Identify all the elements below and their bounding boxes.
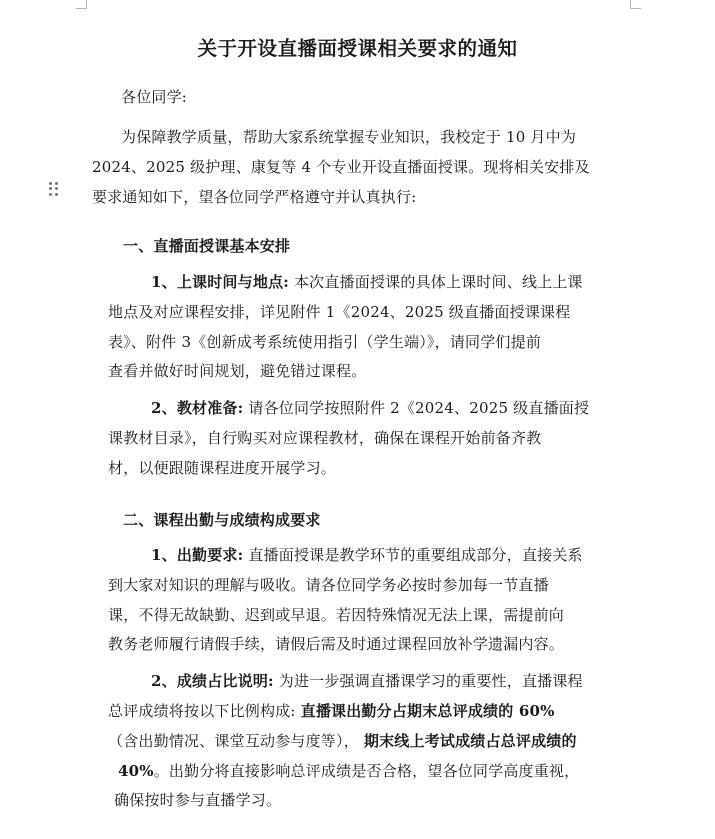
s2-item2-line-5: 确保按时参与直播学习。 xyxy=(114,791,282,809)
s1-item2-line-3: 材，以便跟随课程进度开展学习。 xyxy=(108,459,337,477)
crop-mark-top-left xyxy=(76,0,87,9)
s2-item2-line-3 xyxy=(108,731,577,751)
intro-line-2: 2024、2025 级护理、康复等 4 个专业开设直播面授课。现将相关安排及 xyxy=(92,158,590,176)
s2-item2-line-4 xyxy=(118,761,579,781)
s2-item2-line3-plain: （含出勤情况、课堂互动参与度等）， xyxy=(108,732,359,750)
section2-heading: 二、课程出勤与成绩构成要求 xyxy=(123,511,321,529)
s2-item2-line2-bold: 直播课出勤分占期末总评成绩的 60% xyxy=(300,702,555,720)
s1-item2-line-2: 课教材目录》，自行购买对应课程教材，确保在课程开始前备齐教 xyxy=(108,429,542,447)
salutation: 各位同学: xyxy=(121,88,188,106)
s1-item2-line-1 xyxy=(151,398,589,418)
s2-item1-line-1 xyxy=(151,545,583,565)
s2-item1-text: 直播面授课是教学环节的重要组成部分，直接关系 xyxy=(248,546,583,564)
intro-line-3: 要求通知如下，望各位同学严格遵守并认真执行: xyxy=(92,188,417,206)
s2-item1-label: 1、出勤要求: xyxy=(151,546,244,564)
s2-item1-line-4: 教务老师履行请假手续，请假后需及时通过课程回放补学遗漏内容。 xyxy=(108,635,565,653)
s1-item2-label: 2、教材准备: xyxy=(151,399,244,417)
s2-item2-line4-plain: 。出勤分将直接影响总评成绩是否合格，望各位同学高度重视， xyxy=(153,762,580,780)
s1-item1-line-2: 地点及对应课程安排，详见附件 1《2024、2025 级直播面授课课程 xyxy=(108,303,571,321)
crop-mark-top-right xyxy=(630,0,641,9)
s2-item2-line2-plain: 总评成绩将按以下比例构成: xyxy=(108,702,296,720)
s2-item2-text: 为进一步强调直播课学习的重要性，直播课程 xyxy=(278,672,583,690)
s2-item2-label: 2、成绩占比说明: xyxy=(151,672,274,690)
document-title: 关于开设直播面授课相关要求的通知 xyxy=(197,37,518,60)
s2-item2-line4-bold: 40% xyxy=(118,762,154,780)
drag-handle-icon[interactable] xyxy=(49,182,59,196)
s1-item1-line-3: 表》、附件 3《创新成考系统使用指引（学生端）》，请同学们提前 xyxy=(108,333,542,351)
s2-item1-line-3: 课，不得无故缺勤、迟到或早退。若因特殊情况无法上课，需提前向 xyxy=(108,606,565,624)
s2-item2-line-2 xyxy=(108,701,555,721)
section1-heading: 一、直播面授课基本安排 xyxy=(123,237,291,255)
s2-item1-line-2: 到大家对知识的理解与吸收。请各位同学务必按时参加每一节直播 xyxy=(108,576,549,594)
s1-item1-text: 本次直播面授课的具体上课时间、线上上课 xyxy=(293,273,583,291)
s1-item1-line-4: 查看并做好时间规划，避免错过课程。 xyxy=(108,362,367,380)
s1-item2-text: 请各位同学按照附件 2《2024、2025 级直播面授 xyxy=(248,399,590,417)
s2-item2-line3-bold: 期末线上考试成绩占总评成绩的 xyxy=(363,732,577,750)
intro-line-1: 为保障教学质量，帮助大家系统掌握专业知识，我校定于 10 月中为 xyxy=(121,128,577,146)
s1-item1-label: 1、上课时间与地点: xyxy=(151,273,289,291)
s2-item2-line-1 xyxy=(151,671,583,691)
s1-item1-line-1 xyxy=(151,272,583,292)
